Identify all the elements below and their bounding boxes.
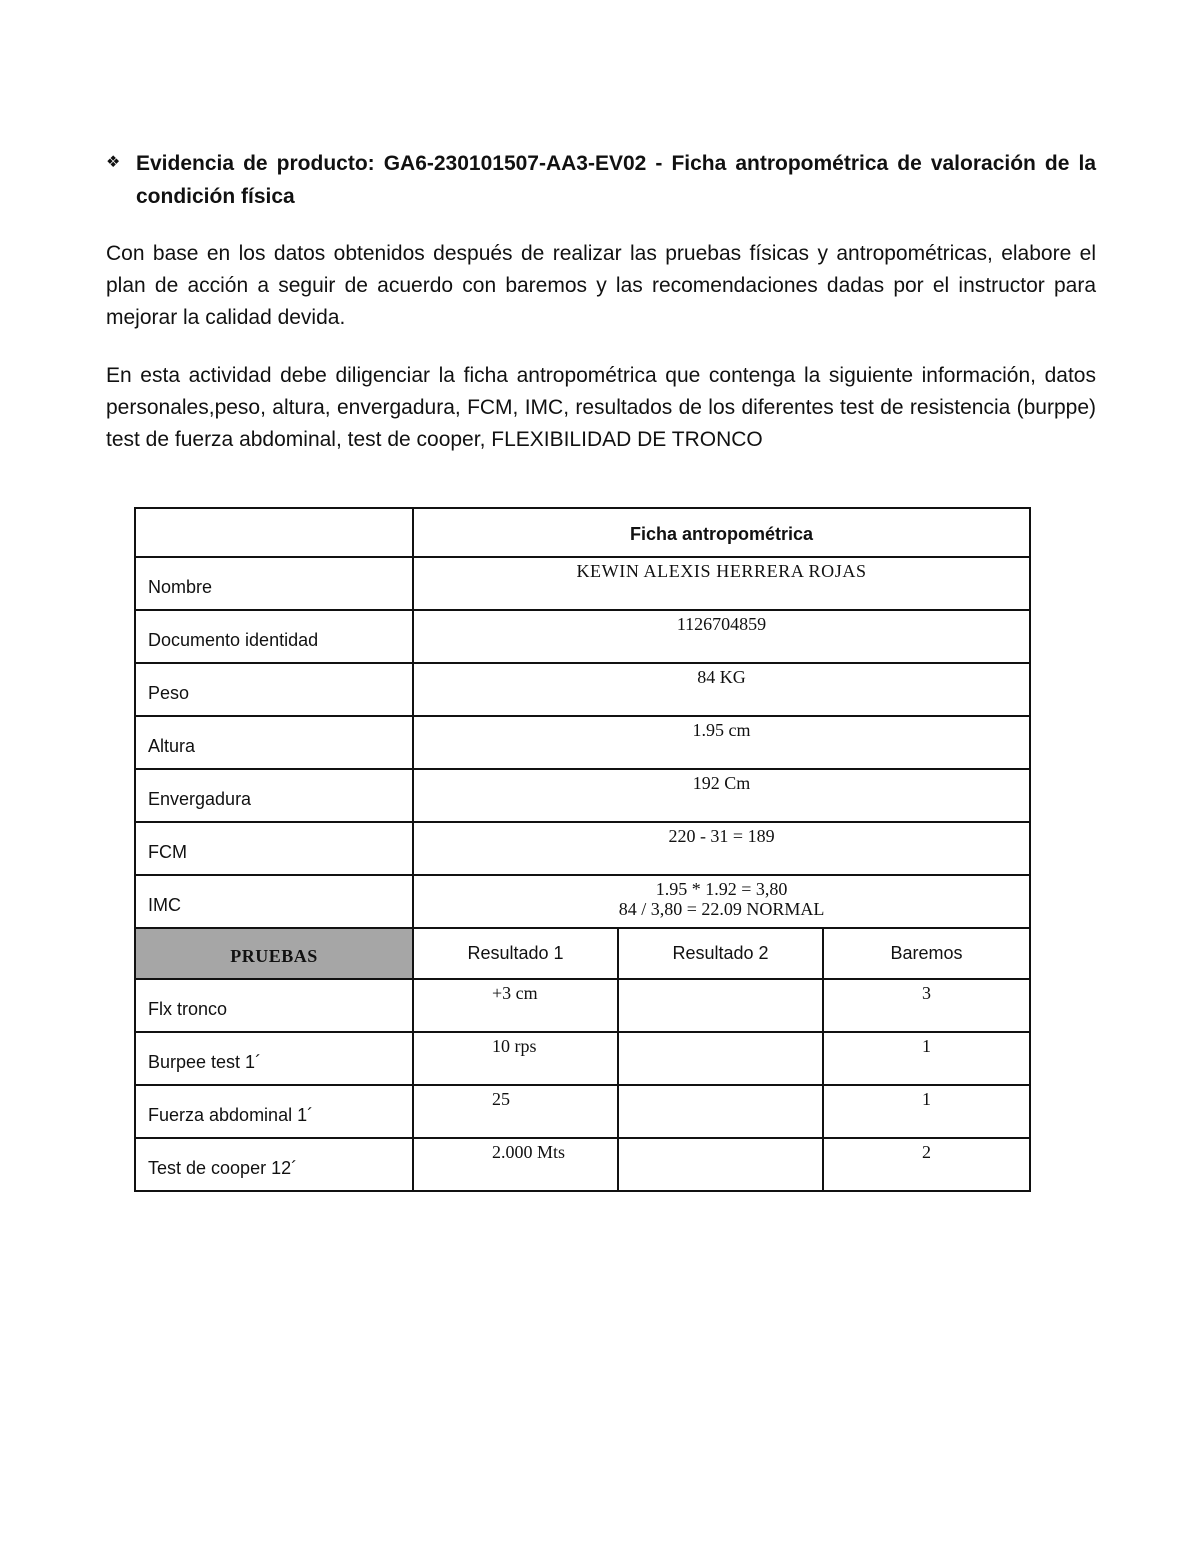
table-row: [135, 822, 1030, 875]
test-label: Fuerza abdominal 1´: [135, 1085, 413, 1138]
imc-calc-line-1: 1.95 * 1.92 = 3,80: [655, 879, 788, 899]
imc-calc-line-2: 84 / 3,80 = 22.09 NORMAL: [618, 899, 825, 919]
test-baremos: 2: [823, 1138, 1030, 1191]
table-row: [135, 875, 1030, 928]
row-label-documento: Documento identidad: [135, 610, 413, 663]
test-baremos: 3: [823, 979, 1030, 1032]
test-resultado-2: [618, 979, 823, 1032]
row-value-altura: 1.95 cm: [413, 716, 1030, 769]
test-resultado-1: 2.000 Mts: [413, 1138, 618, 1191]
table-title-row: [135, 508, 1030, 557]
table-corner-cell: [135, 508, 413, 557]
test-label: Burpee test 1´: [135, 1032, 413, 1085]
table-row: [135, 716, 1030, 769]
row-label-imc: IMC: [135, 875, 413, 928]
test-baremos: 1: [823, 1032, 1030, 1085]
test-label: Flx tronco: [135, 979, 413, 1032]
row-label-envergadura: Envergadura: [135, 769, 413, 822]
table-row: [135, 769, 1030, 822]
test-resultado-1: +3 cm: [413, 979, 618, 1032]
intro-paragraph: Con base en los datos obtenidos después de realizar las pruebas físicas y antropométricas, elabore el plan de acción a seguir de acuerdo con baremos y las recomendaciones dadas por el instructor para mejorar la calidad devida.: [106, 242, 1096, 329]
row-value-nombre: KEWIN ALEXIS HERRERA ROJAS: [413, 557, 1030, 610]
pruebas-header-row: [135, 928, 1030, 979]
table-row: [135, 610, 1030, 663]
heading-title: Evidencia de producto: GA6-230101507-AA3-EV02 - Ficha antropométrica de valoración de la condición física: [136, 152, 1096, 208]
row-label-nombre: Nombre: [135, 557, 413, 610]
test-resultado-2: [618, 1138, 823, 1191]
row-label-altura: Altura: [135, 716, 413, 769]
table-row: [135, 557, 1030, 610]
anthropometric-table: [134, 507, 1031, 1192]
test-resultado-2: [618, 1032, 823, 1085]
table-row: [135, 1085, 1030, 1138]
col-header-resultado-1: Resultado 1: [413, 928, 618, 979]
test-label: Test de cooper 12´: [135, 1138, 413, 1191]
row-value-peso: 84 KG: [413, 663, 1030, 716]
test-resultado-1: 25: [413, 1085, 618, 1138]
table-row: [135, 979, 1030, 1032]
table-row: [135, 1032, 1030, 1085]
table-row: [135, 663, 1030, 716]
row-value-imc: [413, 875, 1030, 928]
table-row: [135, 1138, 1030, 1191]
test-baremos: 1: [823, 1085, 1030, 1138]
test-resultado-2: [618, 1085, 823, 1138]
col-header-baremos: Baremos: [823, 928, 1030, 979]
section-heading: [106, 147, 1096, 213]
row-label-peso: Peso: [135, 663, 413, 716]
table-title: Ficha antropométrica: [413, 508, 1030, 557]
row-value-envergadura: 192 Cm: [413, 769, 1030, 822]
pruebas-header: PRUEBAS: [135, 928, 413, 979]
instructions-paragraph: En esta actividad debe diligenciar la ficha antropométrica que contenga la siguiente información, datos personales,peso, altura, envergadura, FCM, IMC, resultados de los diferentes test de resistencia (burppe) test de fuerza abdominal, test de cooper, FLEXIBILIDAD DE TRONCO: [106, 364, 1096, 451]
diamond-bullet-icon: ❖: [106, 154, 121, 171]
row-value-fcm: 220 - 31 = 189: [413, 822, 1030, 875]
row-value-documento: 1126704859: [413, 610, 1030, 663]
col-header-resultado-2: Resultado 2: [618, 928, 823, 979]
test-resultado-1: 10 rps: [413, 1032, 618, 1085]
row-label-fcm: FCM: [135, 822, 413, 875]
